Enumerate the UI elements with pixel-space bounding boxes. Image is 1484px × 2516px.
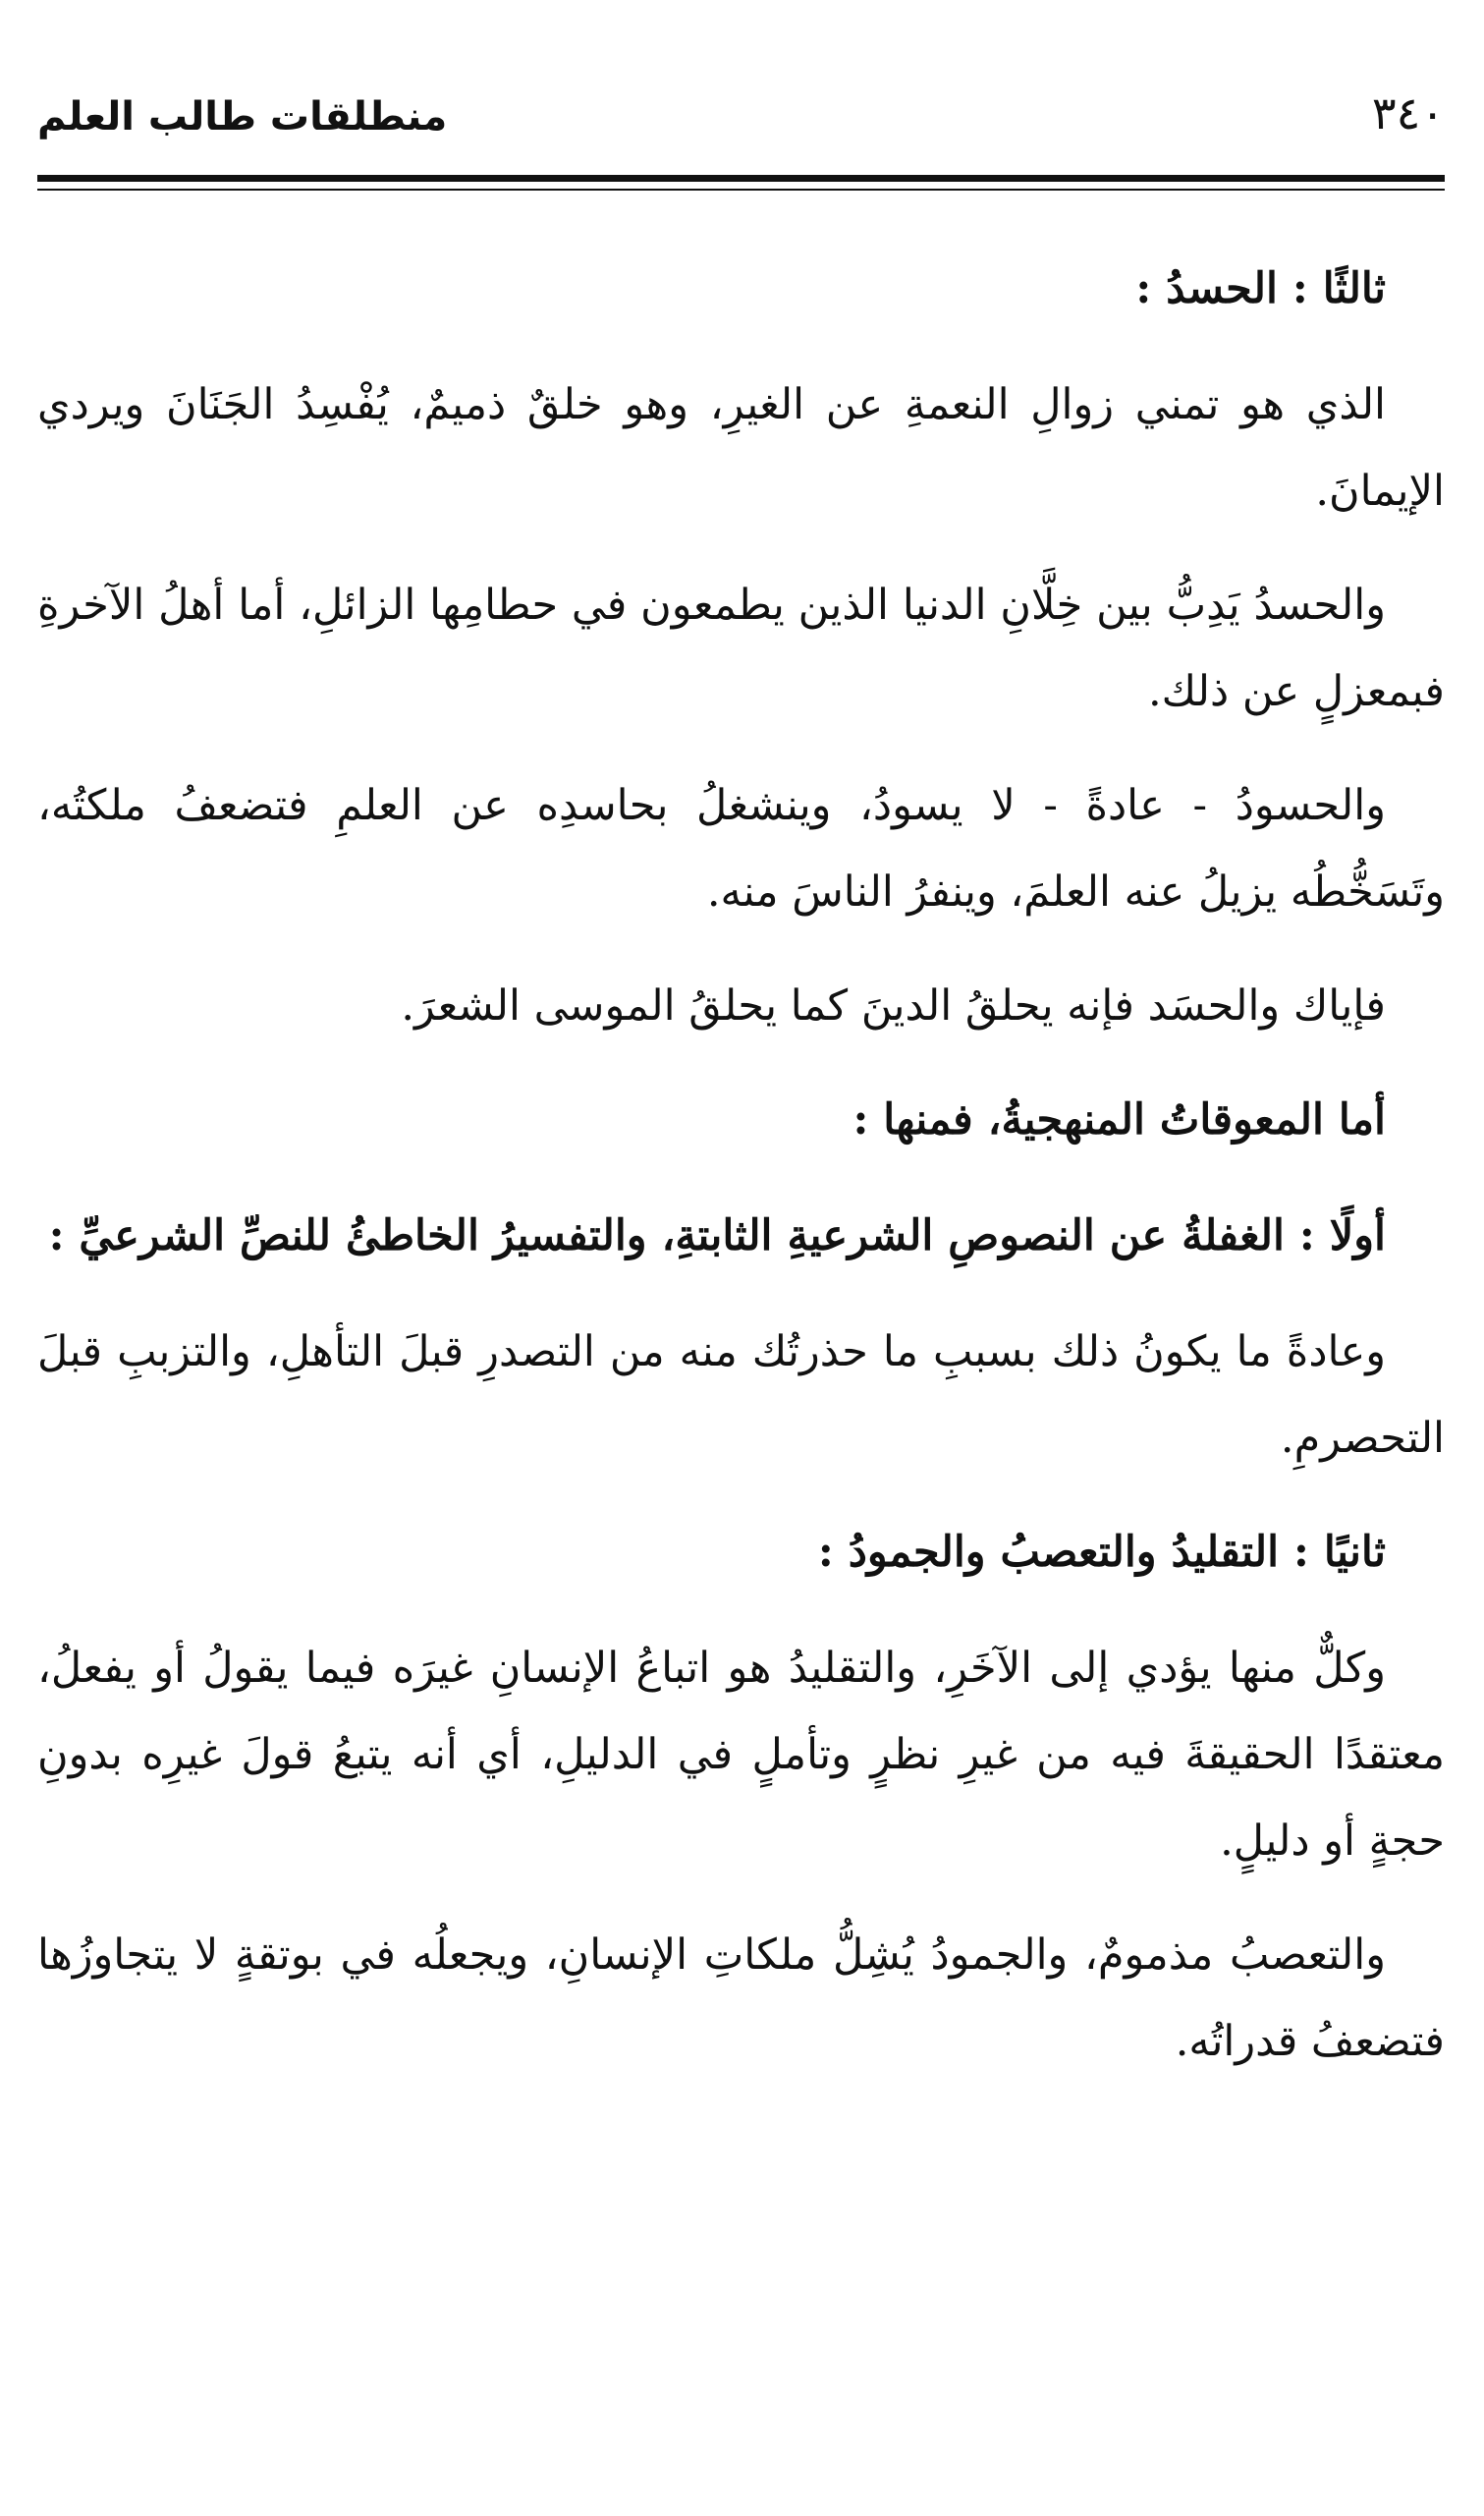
section-heading-methodological: أما المعوقاتُ المنهجيةُ، فمنها :: [852, 1095, 1386, 1145]
header-rule-thick: [37, 175, 1445, 182]
page-number: ٣٤٠: [1371, 86, 1445, 140]
paragraph: فإياك والحسَد فإنه يحلقُ الدينَ كما يحلقُ الموسى الشعرَ.: [401, 981, 1386, 1031]
section-heading-first: أولًا : الغفلةُ عن النصوصِ الشرعيةِ الثابتةِ، والتفسيرُ الخاطئُ للنصِّ الشرعيِّ :: [48, 1211, 1386, 1260]
running-title: منطلقات طالب العلم: [37, 94, 448, 140]
section-heading-envy: ثالثًا : الحسدُ :: [1135, 264, 1386, 313]
paragraph: والحسودُ - عادةً - لا يسودُ، وينشغلُ بحاسدِه عن العلمِ فتضعفُ ملكتُه، وتَسَخُّطُه يزيلُ عنه العلمَ، وينفرُ الناسَ منه.: [37, 781, 1445, 917]
paragraph: وكلٌّ منها يؤدي إلى الآخَرِ، والتقليدُ هو اتباعُ الإنسانِ غيرَه فيما يقولُ أو يفعلُ، معتقدًا الحقيقةَ فيه من غيرِ نظرٍ وتأملٍ في الدليلِ، أي أنه يتبعُ قولَ غيرِه بدونِ حجةٍ أو دليلٍ.: [37, 1644, 1445, 1866]
header-rule-thin: [37, 189, 1445, 191]
paragraph: الذي هو تمني زوالِ النعمةِ عن الغيرِ، وهو خلقٌ ذميمٌ، يُفْسِدُ الجَنَانَ ويردي الإيمانَ.: [37, 380, 1445, 516]
running-header: [37, 86, 1445, 165]
page-body: [37, 246, 1445, 2112]
paragraph: وعادةً ما يكونُ ذلك بسببِ ما حذرتُك منه من التصدرِ قبلَ التأهلِ، والتزببِ قبلَ التحصرمِ.: [37, 1327, 1445, 1463]
paragraph: والحسدُ يَدِبُّ بين خِلَّانِ الدنيا الذين يطمعون في حطامِها الزائلِ، أما أهلُ الآخرةِ فبمعزلٍ عن ذلك.: [37, 581, 1445, 716]
paragraph: والتعصبُ مذمومٌ، والجمودُ يُشِلُّ ملكاتِ الإنسانِ، ويجعلُه في بوتقةٍ لا يتجاوزُها فتضعفُ قدراتُه.: [37, 1930, 1445, 2066]
section-heading-second: ثانيًا : التقليدُ والتعصبُ والجمودُ :: [817, 1528, 1386, 1577]
